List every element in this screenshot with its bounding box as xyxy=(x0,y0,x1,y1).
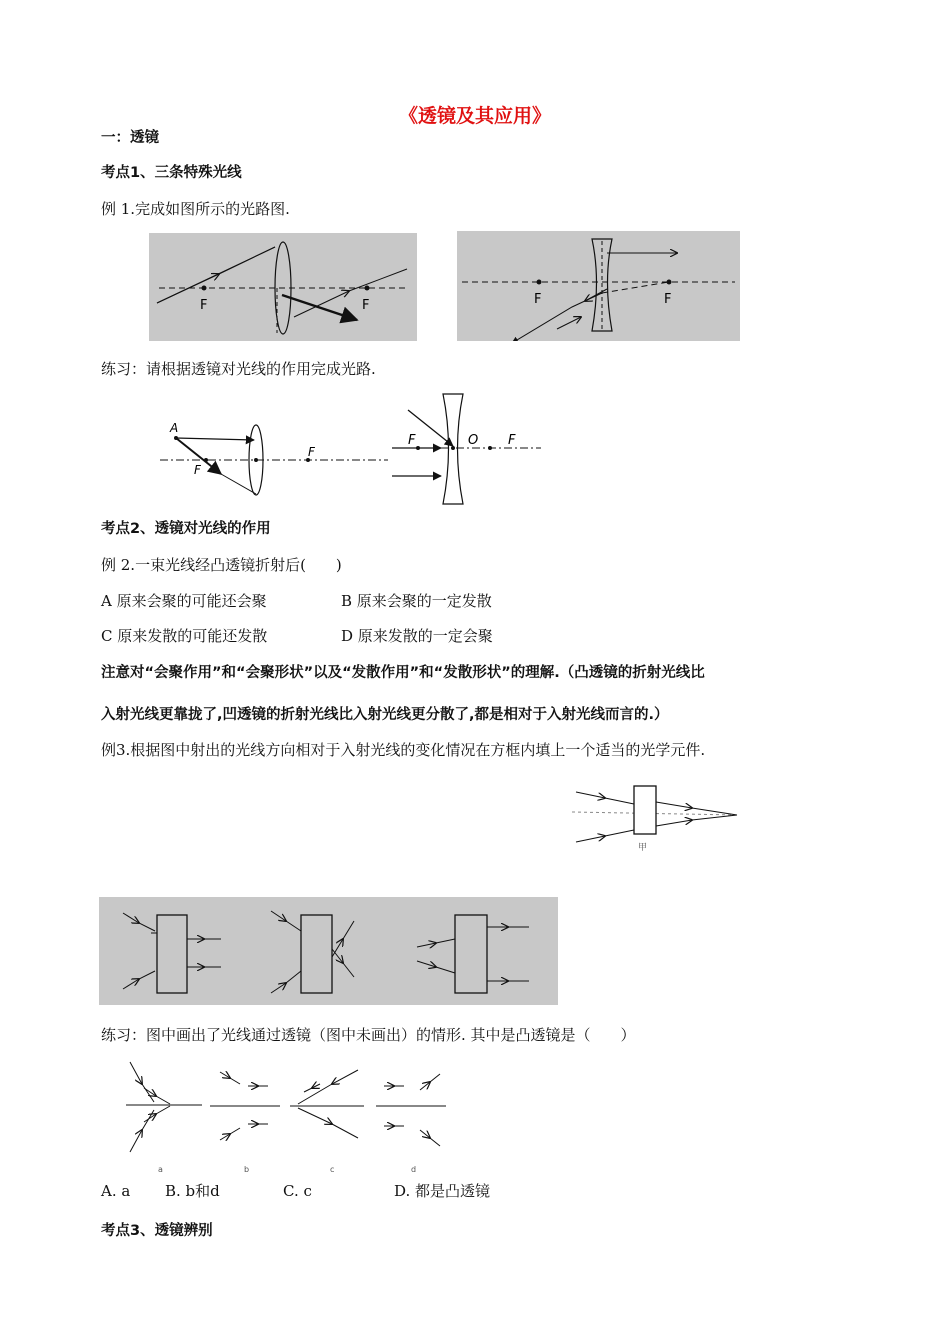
a-ray-3 xyxy=(144,1088,170,1104)
b-ray-2 xyxy=(220,1128,240,1140)
d-ray-4 xyxy=(420,1130,440,1146)
p2-option-d: D. 都是凸透镜 xyxy=(394,1182,491,1200)
d-ray-3 xyxy=(420,1074,440,1090)
label-f-left: F xyxy=(408,433,416,448)
focus-point-left xyxy=(202,286,207,291)
concave-lens-figure xyxy=(457,231,740,341)
optical-center xyxy=(451,446,455,450)
label-c: c xyxy=(330,1165,335,1174)
note-line-1: 注意对“会聚作用”和“会聚形状”以及“发散作用”和“发散形状”的理解.（凸透镜的折射光线比 xyxy=(101,665,705,681)
focus-point-right xyxy=(488,446,492,450)
b-ray-1 xyxy=(220,1072,240,1084)
incoming-ray-bottom xyxy=(576,830,634,842)
page-title: 《透镜及其应用》 xyxy=(398,105,551,127)
note-line-2: 入射光线更靠拢了,凹透镜的折射光线比入射光线更分散了,都是相对于入射光线而言的.） xyxy=(101,707,669,723)
focus-point-right xyxy=(365,286,370,291)
option-b: B 原来会聚的一定发散 xyxy=(341,592,492,610)
option-a: A 原来会聚的可能还会聚 xyxy=(101,592,267,610)
ex3-small-figure xyxy=(572,782,742,854)
focus-label-left: F xyxy=(534,292,542,307)
practice-2-figure xyxy=(124,1058,450,1178)
practice-lens-figure xyxy=(156,390,546,510)
outgoing-ray-bottom xyxy=(656,815,737,826)
a-ray-2 xyxy=(130,1110,154,1152)
figure-background xyxy=(149,233,417,341)
label-f-left: F xyxy=(194,463,201,477)
empty-box xyxy=(634,786,656,834)
ex3-boxes-figure xyxy=(99,897,558,1005)
focus-label-left: F xyxy=(200,298,208,313)
kp3-heading: 考点3、透镜辨别 xyxy=(101,1223,213,1239)
p2-option-c: C. c xyxy=(283,1182,312,1200)
label-d: d xyxy=(411,1165,417,1174)
focus-point-left xyxy=(416,446,420,450)
label-a: A xyxy=(170,421,179,435)
figure-label-jia: 甲 xyxy=(638,843,648,853)
example-3: 例3.根据图中射出的光线方向相对于入射光线的变化情况在方框内填上一个适当的光学元件. xyxy=(101,741,706,759)
focus-point-left xyxy=(537,280,542,285)
example-2-question: 例 2.一束光线经凸透镜折射后( ) xyxy=(101,556,342,574)
practice-2-question: 练习：图中画出了光线通过透镜（图中未画出）的情形. 其中是凸透镜是（ ） xyxy=(101,1026,636,1044)
label-b: b xyxy=(244,1165,250,1174)
c-ray-3 xyxy=(304,1084,320,1092)
figure-background xyxy=(457,231,740,341)
option-c: C 原来发散的可能还发散 xyxy=(101,627,268,645)
section-heading-lens: 一：透镜 xyxy=(101,130,159,146)
label-a: a xyxy=(158,1165,163,1174)
p2-option-a: A. a xyxy=(101,1182,131,1200)
example-1: 例 1.完成如图所示的光路图. xyxy=(101,200,290,218)
kp1-heading: 考点1、三条特殊光线 xyxy=(101,165,242,181)
outgoing-ray-top xyxy=(656,802,737,815)
label-o: O xyxy=(468,433,479,448)
ray-from-a xyxy=(176,438,254,440)
a-ray-1 xyxy=(130,1062,154,1102)
p2-option-b: B. b和d xyxy=(165,1182,220,1200)
focus-label-right: F xyxy=(664,292,672,307)
lens-center xyxy=(254,458,258,462)
incoming-ray-top xyxy=(576,792,634,804)
option-d: D 原来发散的一定会聚 xyxy=(341,627,493,645)
convex-lens-figure xyxy=(149,233,417,341)
c-ray-1 xyxy=(298,1070,358,1104)
label-f-right: F xyxy=(308,445,315,459)
practice-1: 练习：请根据透镜对光线的作用完成光路. xyxy=(101,360,376,378)
c-ray-2 xyxy=(298,1108,358,1138)
figure-background xyxy=(99,897,558,1005)
focus-label-right: F xyxy=(362,298,370,313)
kp2-heading: 考点2、透镜对光线的作用 xyxy=(101,521,271,537)
label-f-right: F xyxy=(508,433,516,448)
a-ray-4 xyxy=(144,1106,170,1122)
